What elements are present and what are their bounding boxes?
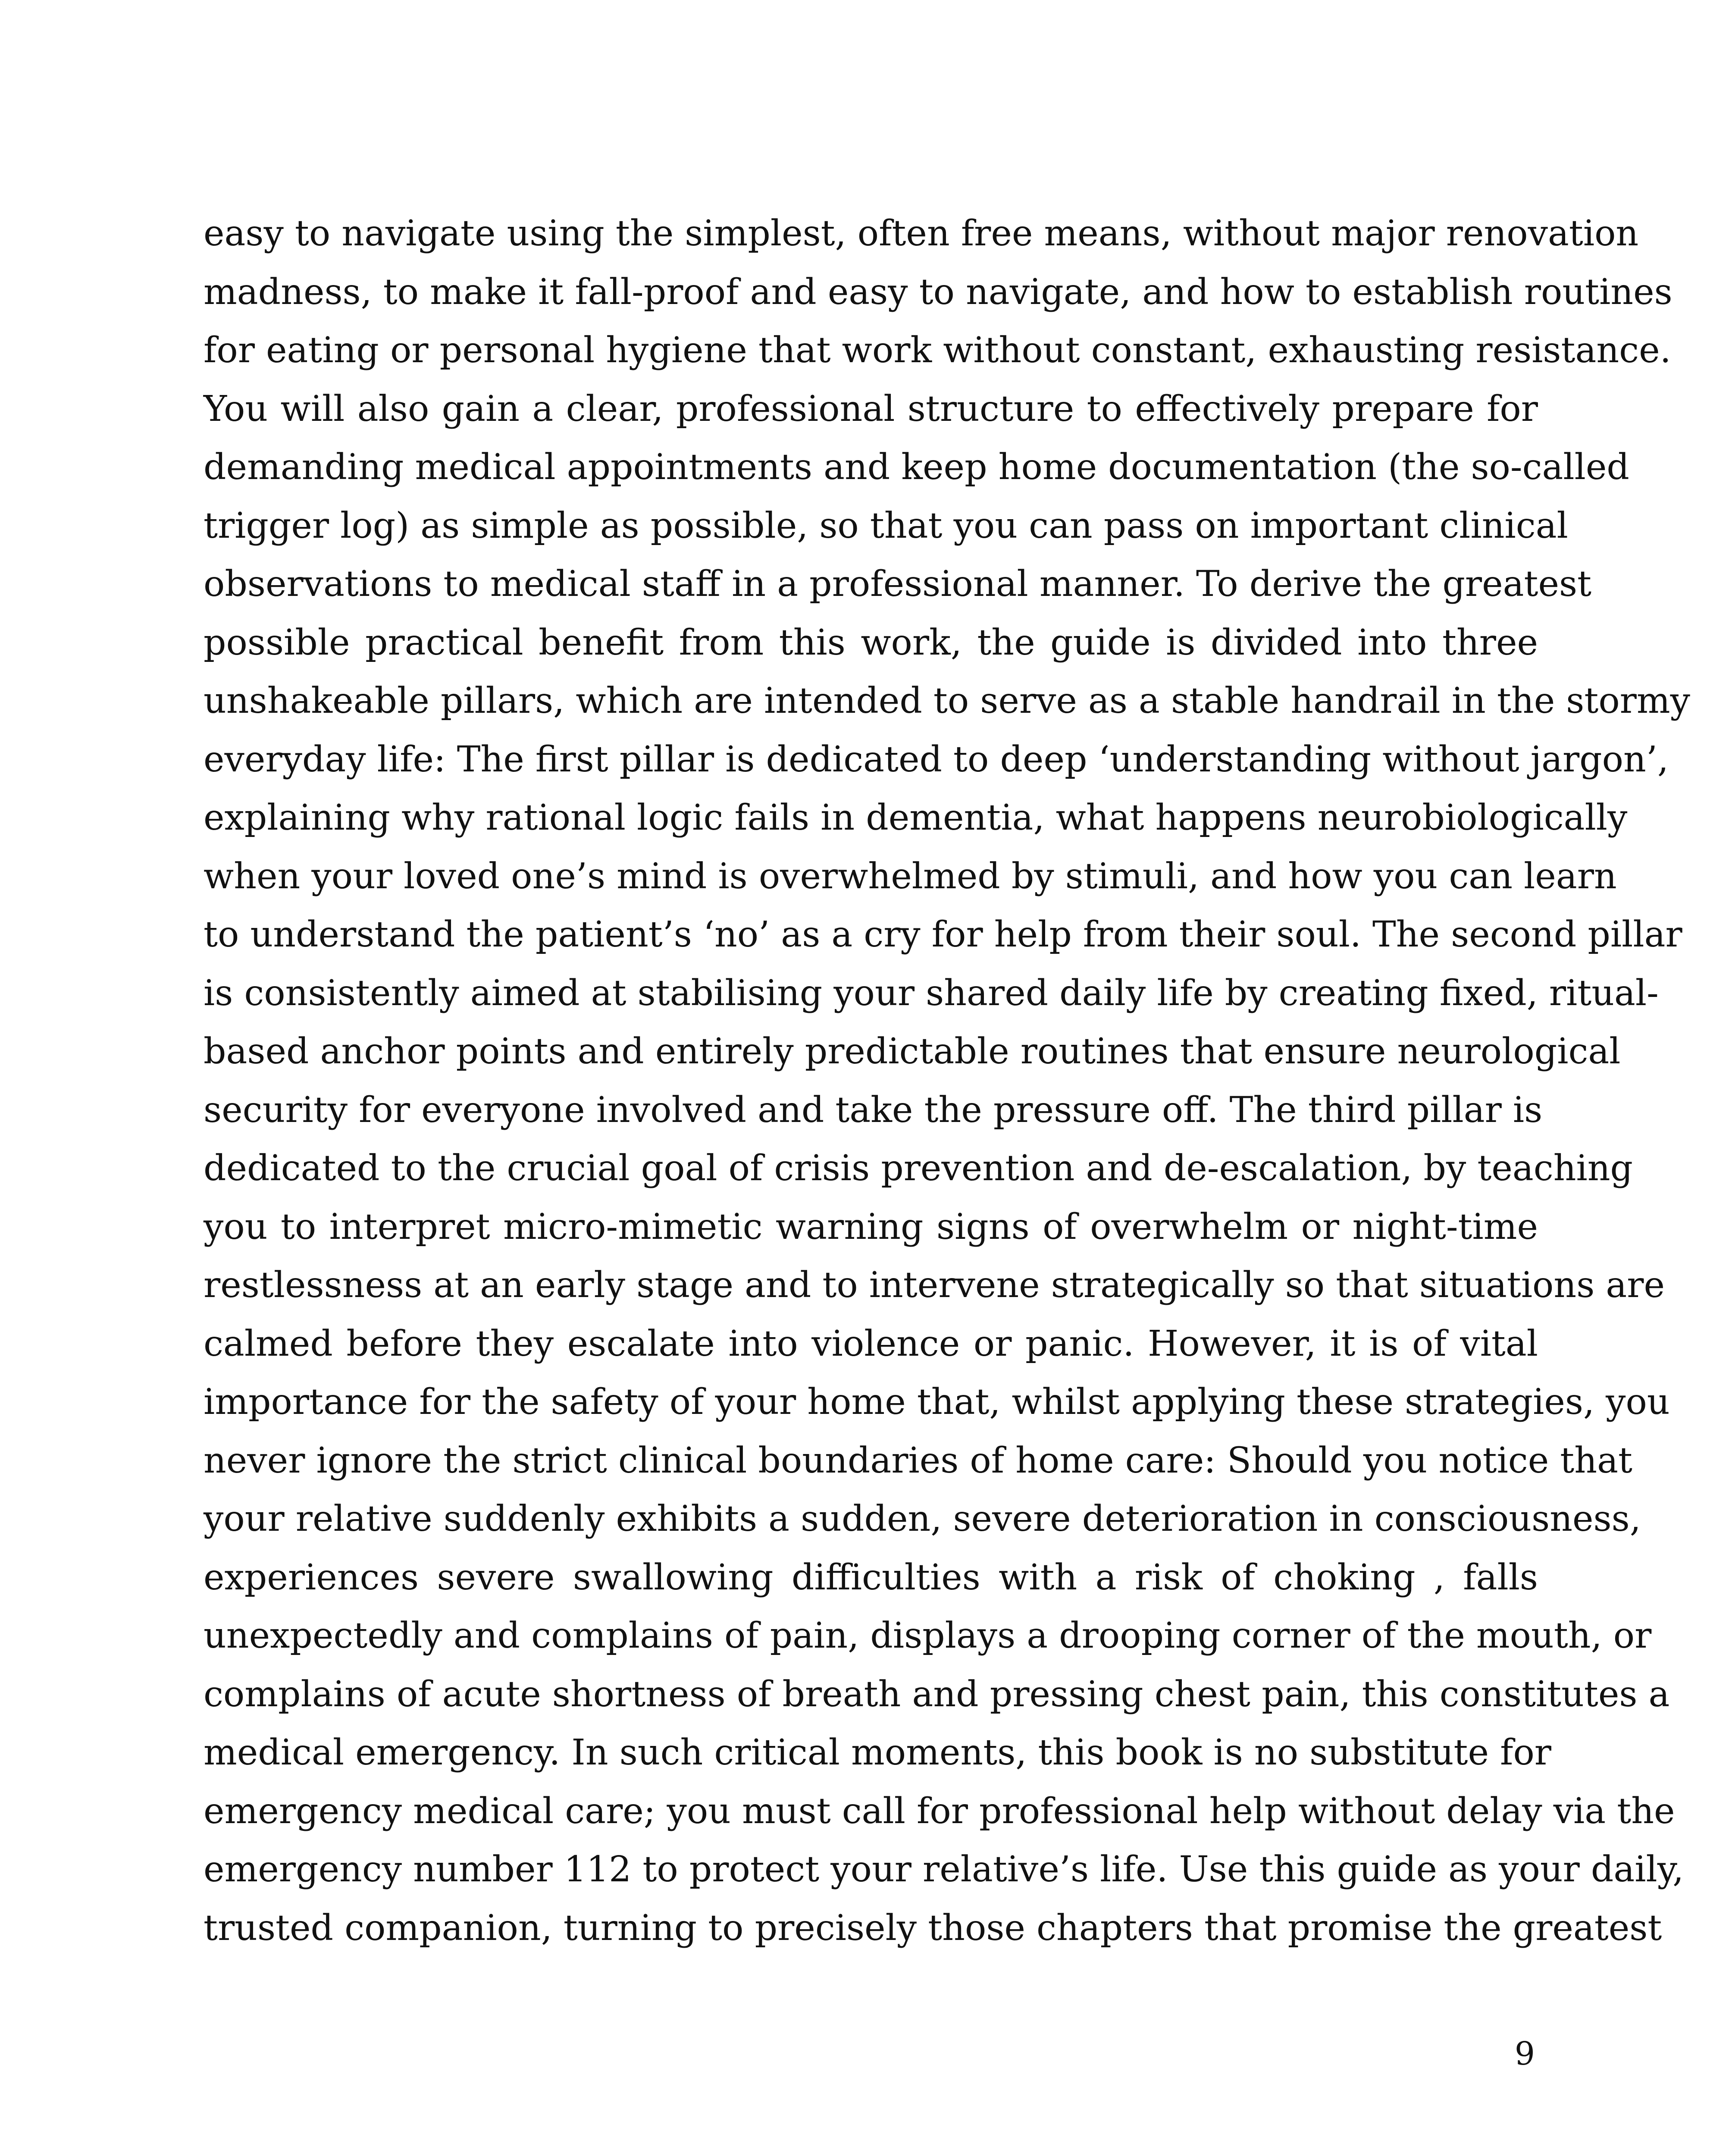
text-line: madness, to make it fall-proof and easy to navigate, and how to establish routines bbox=[204, 271, 1672, 313]
text-line: complains of acute shortness of breath and pressing chest pain, this constitutes a bbox=[204, 1673, 1670, 1715]
text-line: explaining why rational logic fails in dementia, what happens neurobiologically bbox=[204, 797, 1628, 838]
text-line: security for everyone involved and take the pressure off. The third pillar is bbox=[204, 1089, 1543, 1131]
text-line: based anchor points and entirely predictable routines that ensure neurological bbox=[204, 1031, 1621, 1072]
text-line: demanding medical appointments and keep home documentation (the so-called bbox=[204, 447, 1629, 488]
text-line: easy to navigate using the simplest, often free means, without major renovation bbox=[204, 213, 1639, 254]
text-line: You will also gain a clear, professional structure to effectively prepare for bbox=[204, 388, 1538, 429]
text-line: dedicated to the crucial goal of crisis prevention and de-escalation, by teaching bbox=[204, 1148, 1633, 1189]
page-number: 9 bbox=[1514, 2035, 1535, 2072]
text-line: unshakeable pillars, which are intended to serve as a stable handrail in the stormy bbox=[204, 680, 1690, 721]
text-line: emergency medical care; you must call for professional help without delay via the bbox=[204, 1790, 1675, 1832]
text-line: experiences severe swallowing difficulties with a risk of choking , falls bbox=[204, 1557, 1538, 1598]
text-line: when your loved one’s mind is overwhelmed by stimuli, and how you can learn bbox=[204, 856, 1617, 897]
text-line: everyday life: The first pillar is dedicated to deep ‘understanding without jargon’, bbox=[204, 739, 1669, 780]
text-line: restlessness at an early stage and to intervene strategically so that situations are bbox=[204, 1265, 1665, 1306]
text-line: emergency number 112 to protect your relative’s life. Use this guide as your daily, bbox=[204, 1849, 1684, 1890]
text-line: importance for the safety of your home that, whilst applying these strategies, you bbox=[204, 1382, 1670, 1423]
text-line: unexpectedly and complains of pain, displays a drooping corner of the mouth, or bbox=[204, 1615, 1652, 1656]
text-line: trusted companion, turning to precisely those chapters that promise the greatest bbox=[204, 1907, 1662, 1949]
text-line: possible practical benefit from this work, the guide is divided into three bbox=[204, 622, 1538, 663]
text-line: you to interpret micro-mimetic warning signs of overwhelm or night-time bbox=[204, 1206, 1538, 1247]
text-line: for eating or personal hygiene that work without constant, exhausting resistance. bbox=[204, 330, 1671, 371]
text-line: your relative suddenly exhibits a sudden, severe deterioration in consciousness, bbox=[204, 1498, 1641, 1539]
text-line: calmed before they escalate into violence or panic. However, it is of vital bbox=[204, 1323, 1538, 1364]
text-line: medical emergency. In such critical moments, this book is no substitute for bbox=[204, 1732, 1552, 1773]
text-line: trigger log) as simple as possible, so that you can pass on important clinical bbox=[204, 505, 1568, 546]
body-text bbox=[204, 204, 1690, 1957]
text-line: observations to medical staff in a professional manner. To derive the greatest bbox=[204, 564, 1592, 605]
text-line: to understand the patient’s ‘no’ as a cry for help from their soul. The second pillar bbox=[204, 914, 1682, 955]
text-line: is consistently aimed at stabilising your shared daily life by creating fixed, ritual- bbox=[204, 972, 1659, 1014]
text-line: never ignore the strict clinical boundaries of home care: Should you notice that bbox=[204, 1440, 1632, 1481]
